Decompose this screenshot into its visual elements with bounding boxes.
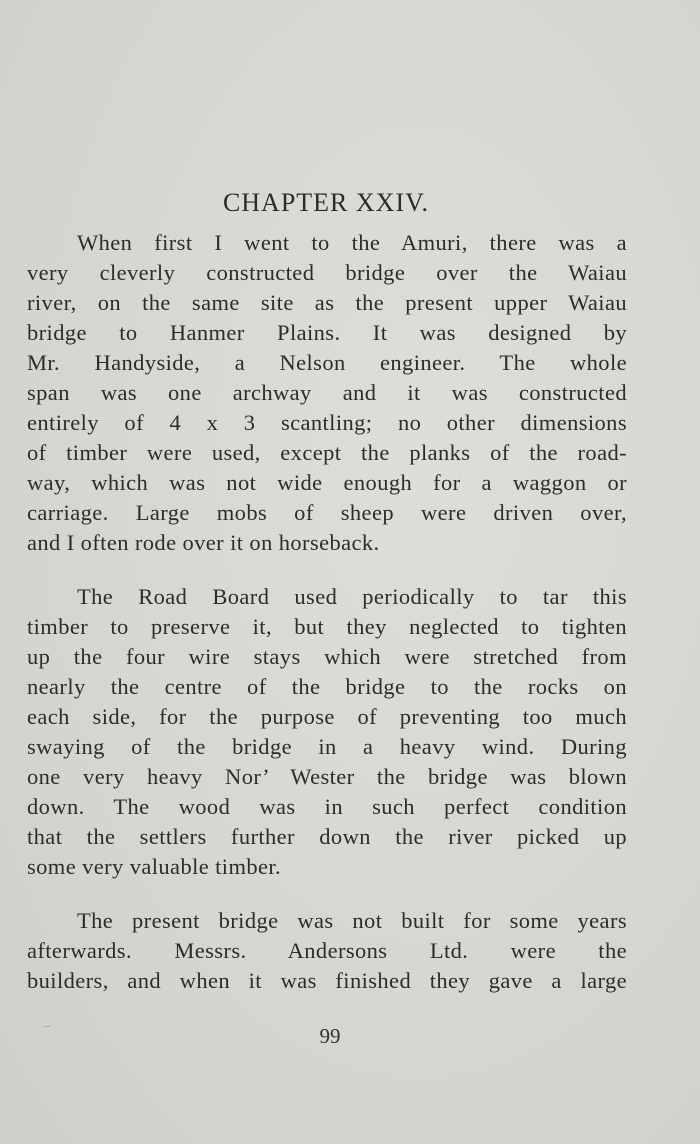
text-line: down. The wood was in such perfect condition (27, 794, 627, 819)
paragraph-3 (27, 906, 627, 996)
text-line: The present bridge was not built for some years (77, 908, 627, 933)
text-line: swaying of the bridge in a heavy wind. During (27, 734, 627, 759)
text-line: When first I went to the Amuri, there was a (77, 230, 627, 255)
chapter-title: CHAPTER XXIV. (222, 188, 430, 217)
text-line: each side, for the purpose of preventing too much (27, 704, 627, 729)
paragraph-2 (27, 582, 627, 882)
text-line: The Road Board used periodically to tar this (77, 584, 627, 609)
text-line: bridge to Hanmer Plains. It was designed by (27, 320, 627, 345)
text-line: afterwards. Messrs. Andersons Ltd. were the (27, 938, 627, 963)
text-line: builders, and when it was finished they gave a large (27, 968, 627, 993)
text-line: and I often rode over it on horseback. (27, 530, 380, 555)
text-line: that the settlers further down the river picked up (27, 824, 627, 849)
text-line: some very valuable timber. (27, 854, 282, 879)
text-line: timber to preserve it, but they neglected to tighten (27, 614, 627, 639)
text-line: very cleverly constructed bridge over the Waiau (27, 260, 627, 285)
page-number: 99 (319, 1024, 341, 1048)
text-line: river, on the same site as the present upper Waiau (27, 290, 627, 315)
text-line: one very heavy Nor’ Wester the bridge was blown (27, 764, 627, 789)
text-line: nearly the centre of the bridge to the rocks on (27, 674, 627, 699)
paragraph-1 (27, 228, 627, 558)
text-line: up the four wire stays which were stretched from (27, 644, 627, 669)
text-line: way, which was not wide enough for a waggon or (27, 470, 627, 495)
text-line: entirely of 4 x 3 scantling; no other dimensions (27, 410, 627, 435)
text-line: span was one archway and it was constructed (27, 380, 627, 405)
text-line: carriage. Large mobs of sheep were driven over, (27, 500, 627, 525)
text-line: of timber were used, except the planks of the road- (27, 440, 627, 465)
text-line: Mr. Handyside, a Nelson engineer. The whole (27, 350, 627, 375)
